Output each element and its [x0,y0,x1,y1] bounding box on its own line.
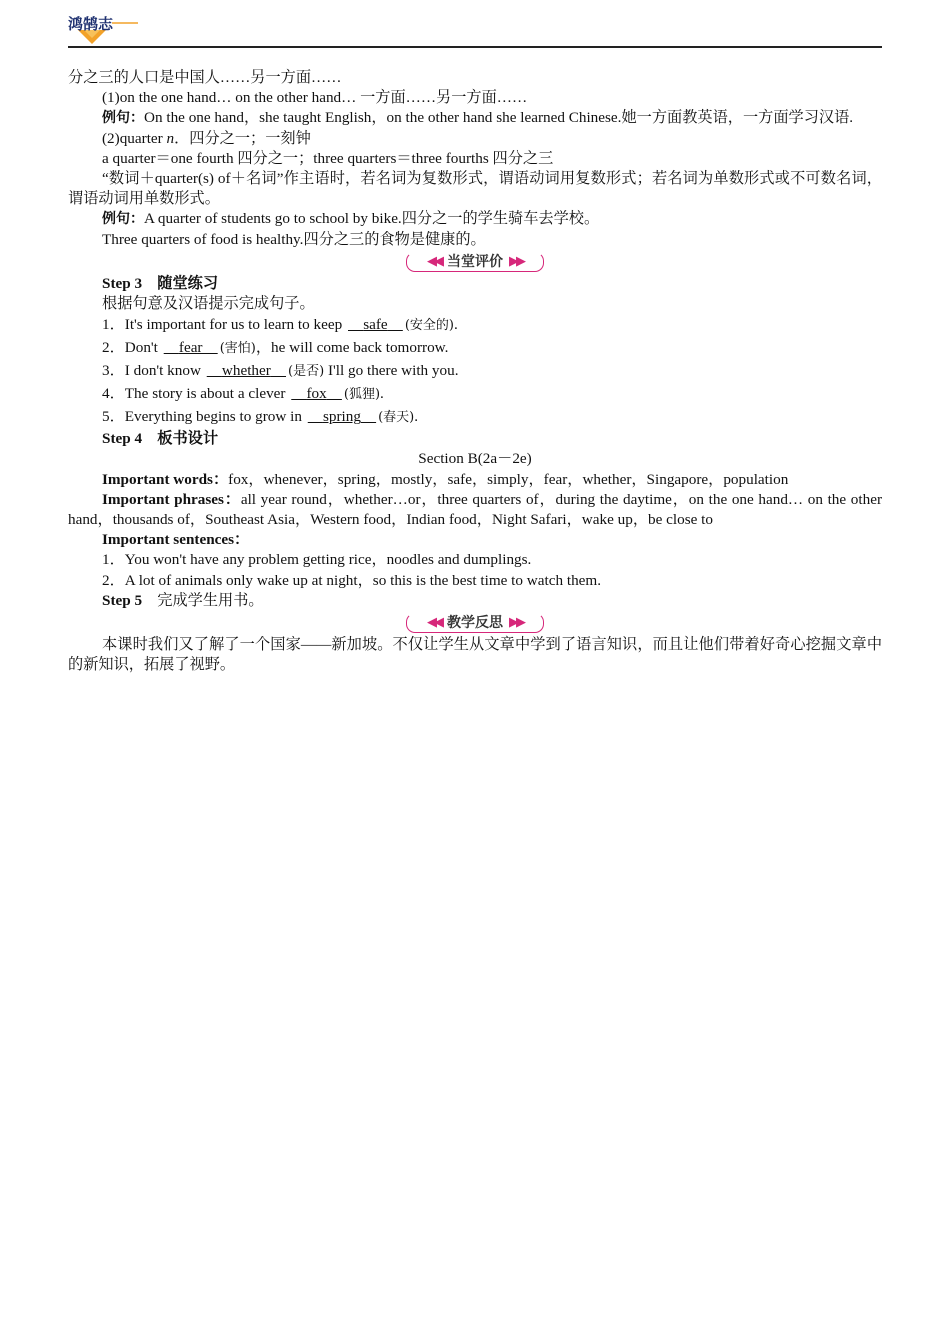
exercise-text: . [380,385,384,403]
board-label: Important words： [102,470,229,488]
reflection-paragraph: 本课时我们又了解了一个国家——新加坡。不仅让学生从文章中学到了语言知识，而且让他们带着好奇心挖掘文章中的新知识，拓展了视野。 [68,636,882,674]
banner-title: 当堂评价 [447,253,503,270]
example-text: On the one hand，she taught English，on the other hand she learned Chinese.她一方面教英语，一方面学习汉语. [144,109,854,127]
answer: fox [306,385,327,403]
grammar-note: “数词＋quarter(s) of＋名词”作主语时，若名词为复数形式，谓语动词用复数形式；若名词为单数形式或不可数名词，谓语动词用单数形式。 [68,170,882,208]
example-label: 例句： [102,110,144,127]
text-line: Three quarters of food is healthy.四分之三的食物是健康的。 [102,230,486,248]
pos-tag: n [166,129,175,147]
exercise-item [68,360,882,383]
exercise-text: Don't [124,339,162,357]
exercise-number: 3． [102,362,125,380]
example-sentence [68,108,882,128]
text-line: (1)on the one hand… on the other hand… 一方面……另一方面…… [102,89,528,107]
exercise-text: I'll go there with you. [324,362,459,380]
text-line: 分之三的人口是中国人……另一方面…… [68,69,342,86]
board-text: all year round，whether…or，three quarters of，during the daytime，on the one hand… on the other hand，thousands of，Southeast Asia，Western food，Indian food，Night Safari，wake up，be close to [68,490,882,529]
chinese-hint: (狐狸) [343,387,381,403]
document-body [68,68,882,675]
chinese-hint: (安全的) [404,318,454,334]
step-text: 完成学生用书。 [157,591,264,609]
important-sentence: 1．You won't have any problem getting rice，noodles and dumplings. [102,551,532,569]
page-header [68,8,882,48]
logo-text: 鸿鹄志 [68,15,114,33]
exercise-number: 5． [102,408,125,426]
exercise-text: I don't know [124,362,205,380]
example-text: A quarter of students go to school by bike.四分之一的学生骑车去学校。 [144,210,600,228]
exercise-text: It's important for us to learn to keep [124,316,346,334]
answer-blank [346,316,405,333]
chinese-hint: (害怕) [219,341,256,357]
banner-box [406,252,544,272]
exercise-item [68,337,882,360]
exercise-item [68,383,882,406]
important-sentence: 2．A lot of animals only wake up at night，so this is the best time to watch them. [102,571,602,589]
exercise-number: 2． [102,339,125,357]
text-fragment: ．四分之一；一刻钟 [174,129,311,147]
exercise-item [68,314,882,337]
exercise-list [68,314,882,429]
answer-blank [205,362,288,379]
exercise-number: 4． [102,385,125,403]
logo [68,12,140,46]
text-line: a quarter＝one fourth 四分之一；three quarters＝three fourths 四分之三 [102,149,554,167]
section-banner [68,612,882,634]
step-title: Step 3 随堂练习 [102,274,219,292]
important-phrases [68,490,882,530]
step-title: Step 5 [102,591,158,609]
double-right-arrow-icon: ▶▶ [509,614,523,630]
step-title: Step 4 板书设计 [102,430,219,448]
example-label: 例句： [102,211,144,228]
answer: spring [322,408,361,426]
answer-blank [289,385,344,402]
banner-box [406,613,544,633]
banner-title: 教学反思 [447,614,503,631]
answer: whether [221,362,271,380]
exercise-text: The story is about a clever [124,385,290,403]
board-label: Important phrases： [102,490,241,508]
important-sentences-label: Important sentences： [102,531,250,549]
exercise-text: . [414,408,419,426]
example-sentence [68,209,882,229]
step-line [68,591,882,611]
exercise-text: ，he will come back tomorrow. [255,339,449,357]
board-text: fox，whenever，spring，mostly，safe，simply，fear，whether，Singapore，population [228,470,789,488]
text-fragment: (2)quarter [102,129,167,147]
exercise-number: 1． [102,316,125,334]
exercise-text: Everything begins to grow in [124,408,306,426]
chinese-hint: (是否) [288,364,325,380]
important-words [68,470,882,490]
answer-blank [162,339,220,356]
answer-blank [306,408,378,425]
exercise-text: . [453,316,458,334]
double-left-arrow-icon: ◀◀ [427,253,441,269]
section-banner [68,251,882,273]
section-heading: Section B(2a－2e) [418,450,532,468]
double-left-arrow-icon: ◀◀ [427,614,441,630]
text-line [68,129,882,149]
double-right-arrow-icon: ▶▶ [509,253,523,269]
answer: safe [363,316,388,334]
chinese-hint: (春天) [378,410,415,426]
answer: fear [178,339,203,357]
instruction: 根据句意及汉语提示完成句子。 [102,295,315,313]
exercise-item [68,406,882,429]
